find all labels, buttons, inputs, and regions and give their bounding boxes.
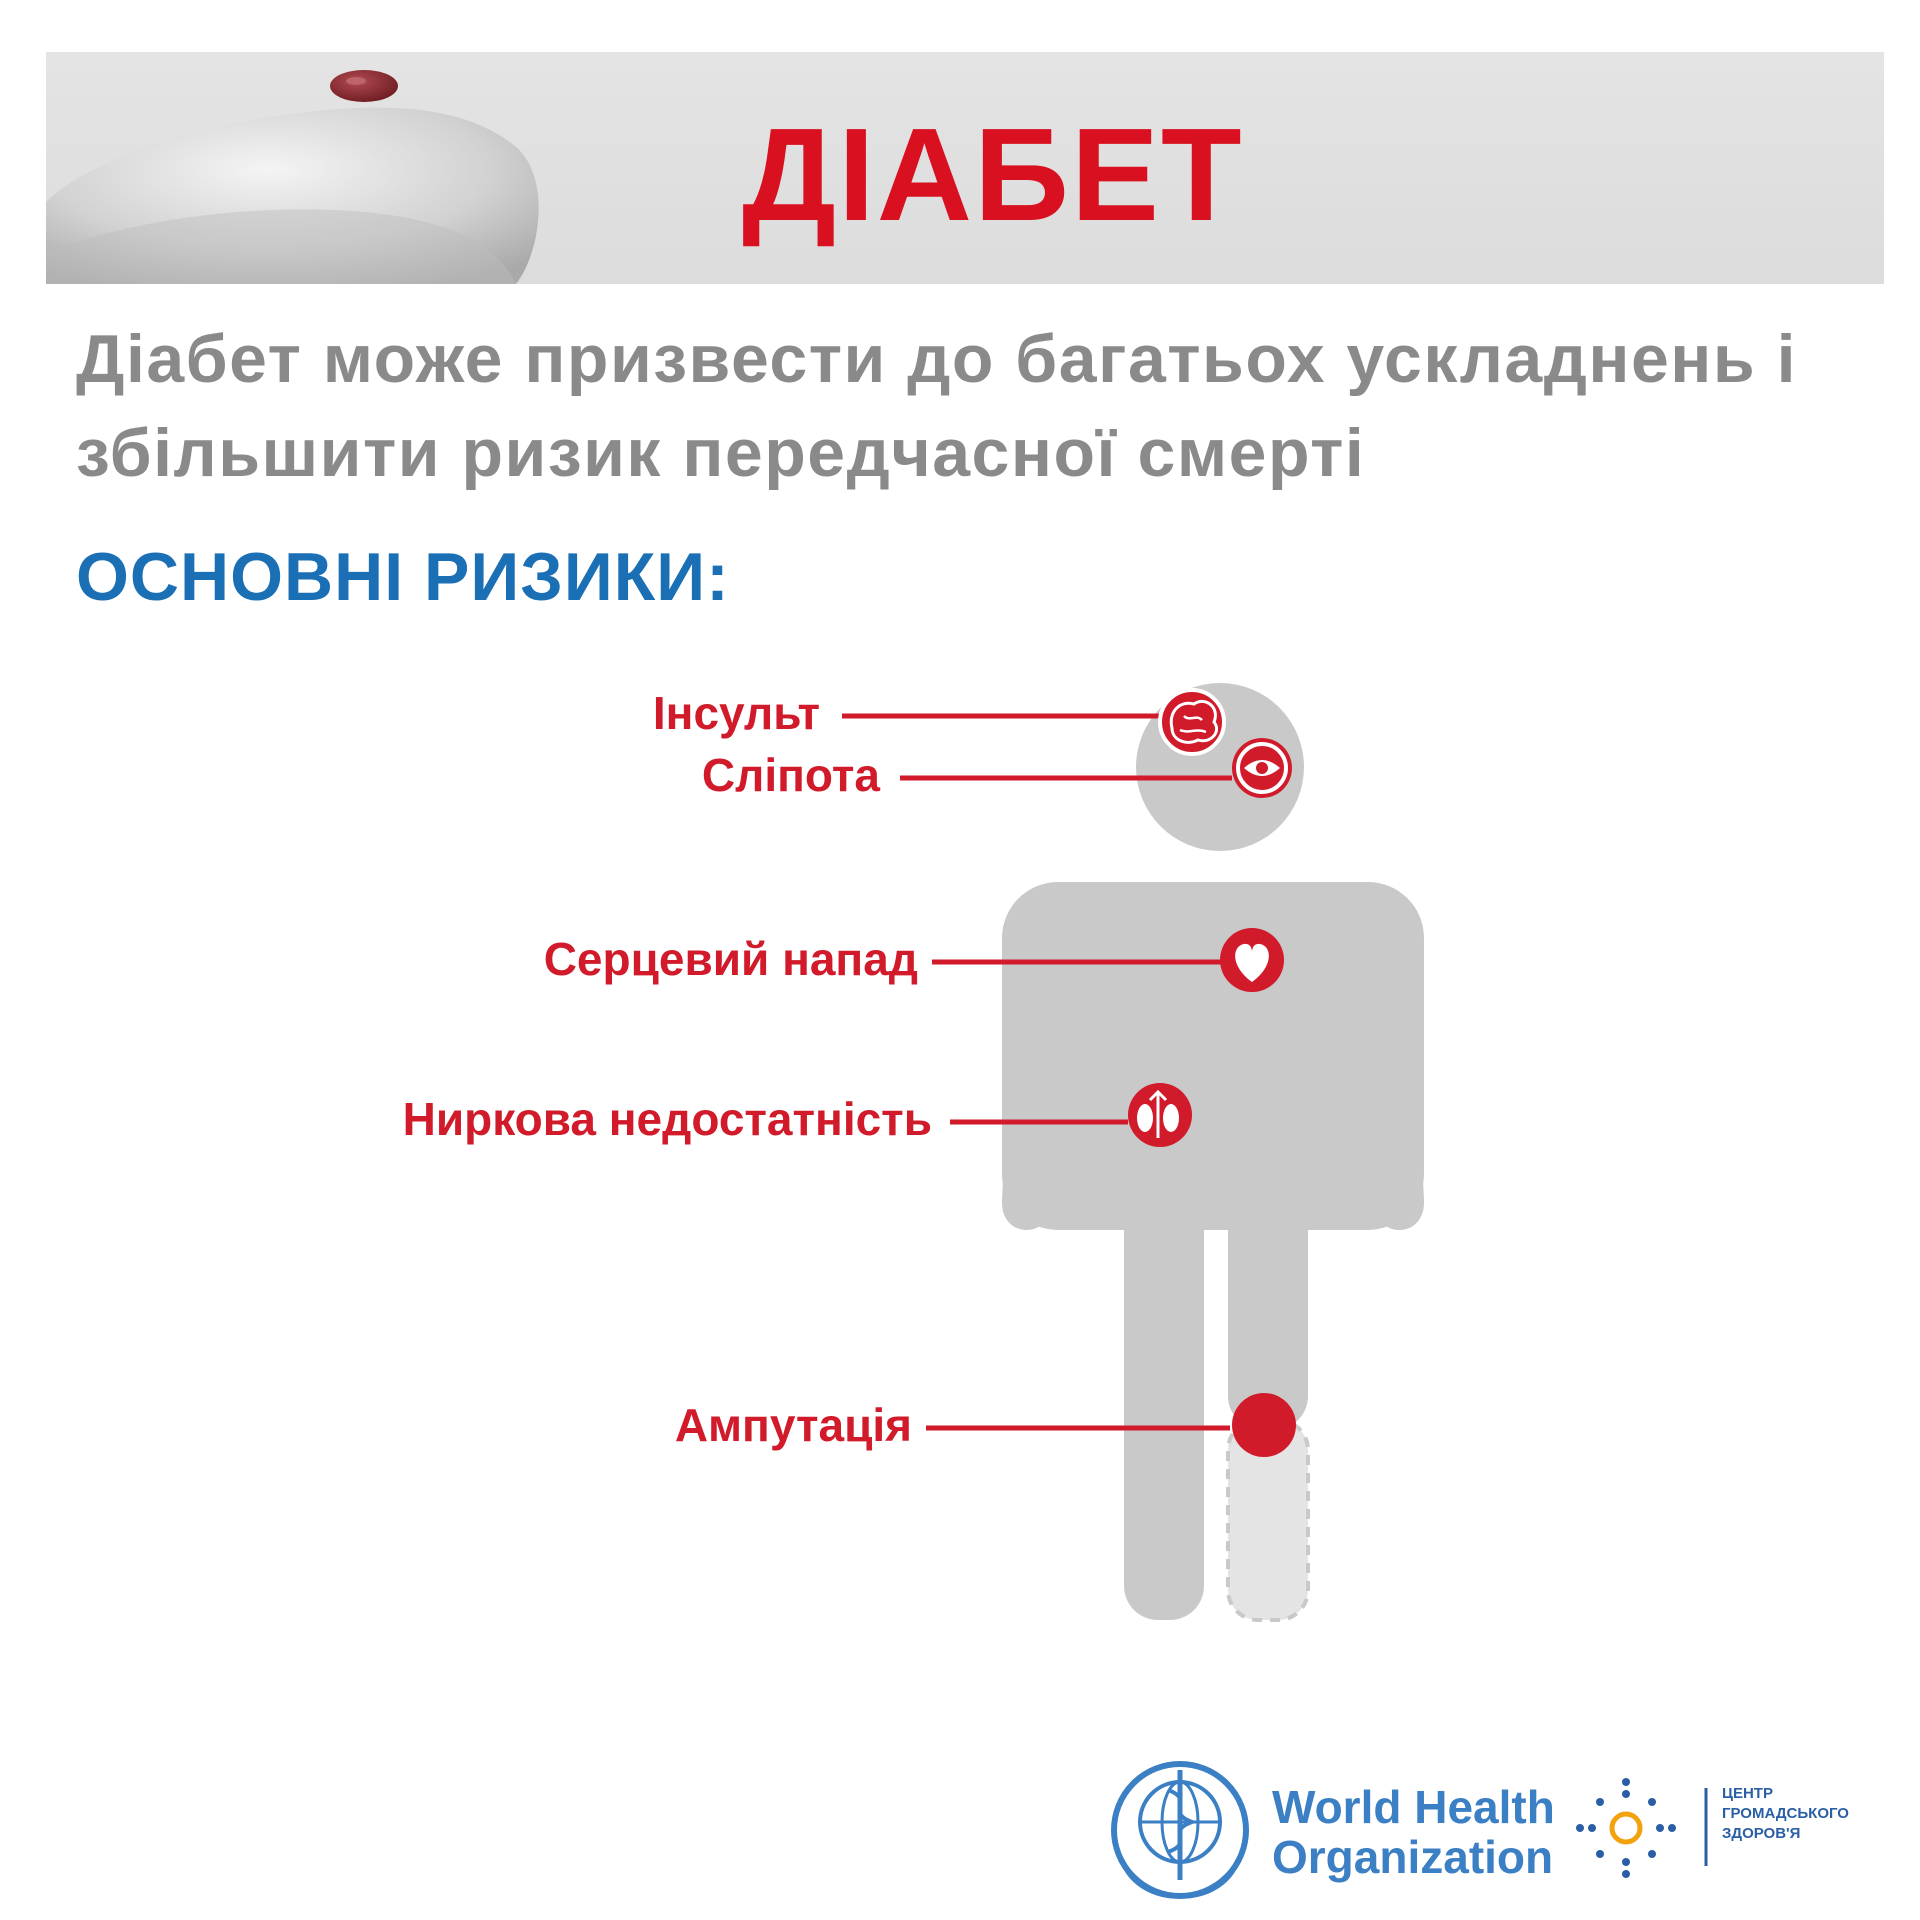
phc-line-2: ГРОМАДСЬКОГО	[1722, 1805, 1849, 1822]
risk-label-kidney-failure: Ниркова недостатність	[402, 1093, 932, 1145]
amputation-dot-icon	[1232, 1393, 1296, 1457]
heart-icon	[1220, 928, 1284, 992]
public-health-center-text	[1722, 1784, 1849, 1844]
page-title: ДІАБЕТ	[742, 101, 1244, 248]
intro-text: Діабет може призвести до багатьох ускладнень і збільшити ризик передчасної смерті	[76, 321, 1797, 491]
phc-line-1: ЦЕНТР	[1722, 1785, 1773, 1802]
figure-left-leg	[1124, 1180, 1204, 1620]
risk-label-stroke: Інсульт	[652, 687, 820, 739]
figure-right-leg-upper	[1228, 1180, 1308, 1430]
brain-icon	[1160, 690, 1224, 754]
risk-label-blindness: Сліпота	[701, 749, 880, 801]
eye-icon	[1232, 738, 1292, 798]
who-logo-text	[1272, 1782, 1555, 1882]
who-line-1: World Health	[1272, 1781, 1555, 1833]
risk-label-amputation: Ампутація	[674, 1399, 912, 1451]
phc-line-3: ЗДОРОВ'Я	[1722, 1825, 1801, 1842]
section-heading: ОСНОВНІ РИЗИКИ:	[76, 539, 730, 615]
kidney-icon	[1128, 1083, 1192, 1147]
risk-label-heart-attack: Серцевий напад	[543, 933, 918, 985]
human-silhouette	[1002, 683, 1424, 1620]
public-health-center-logo-icon	[1576, 1778, 1706, 1878]
who-line-2: Organization	[1272, 1831, 1554, 1883]
who-emblem-icon	[1114, 1764, 1246, 1896]
